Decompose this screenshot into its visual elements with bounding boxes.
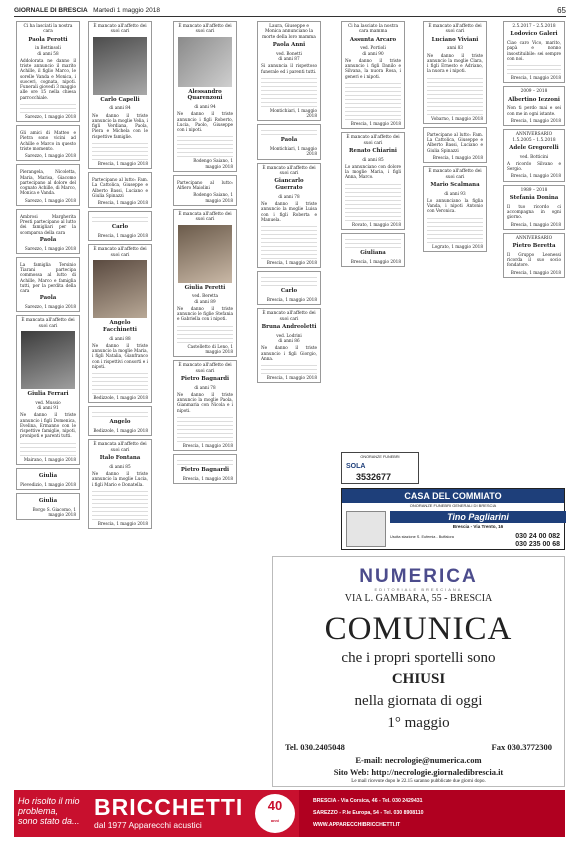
obituary-pietro-bagnardi	[173, 360, 237, 451]
ad-numerica-line-3: nella giornata di oggi	[354, 693, 483, 709]
notice-intro: È mancato all'affetto dei suoi cari	[93, 247, 147, 258]
ad-numerica-line-1: che i propri sportelli sono	[341, 650, 496, 666]
notice-intro: È mancata all'affetto dei suoi cari	[21, 318, 75, 329]
deceased-age: di anni 93	[444, 190, 466, 196]
notice-text: Ne danno il triste annuncio la moglie Paola, Gianmaria con Nicola e i nipoti.	[177, 391, 233, 413]
notice-text: Non ti perdo mai e sei con me in ogni istante.	[507, 105, 561, 116]
anniversary-lodovico-galeri	[503, 21, 565, 83]
notice-date: Rodengo Saiano, 1 maggio 2018	[193, 192, 233, 203]
anniversary-albertino-iezzoni	[503, 86, 565, 126]
notice-intro: È mancato all'affetto dei suoi cari	[262, 165, 316, 176]
deceased-name: Giulia Peretti	[184, 284, 226, 291]
condolence-giuliana	[341, 233, 405, 267]
notice-date: Bedizzole, 1 maggio 2018	[93, 395, 148, 401]
deceased-age: anni 83	[447, 45, 463, 51]
deceased-name: Paola	[280, 137, 298, 144]
notice-text: Pierangela, Nicoletta, Maria, Marisa, Giacomo partecipano al dolore del cognato Achille, di Marco, Monica e Vanda.	[20, 169, 76, 196]
deceased-photo	[93, 37, 147, 95]
condolence-1	[16, 125, 80, 161]
condolence-5	[16, 468, 80, 490]
notice-date: Sarezzo, 1 maggio 2018	[24, 304, 76, 310]
notice-text: Ne danno il triste annuncio i figli Danilo e Silvana, la nuora Rosa, i generi e i nipoti.	[345, 57, 401, 79]
anniversary-badge-icon	[255, 794, 295, 833]
deceased-subname: in Bettinsoli	[35, 45, 61, 51]
notice-text: Ambrosi Margherita Presti partecipano al lutto dei famigliari per la scomparsa della cara	[20, 213, 76, 235]
notice-date: Brescia, 1 maggio 2018	[510, 221, 561, 227]
deceased-photo	[178, 225, 232, 283]
notice-text: Gli amici di Matteo e Pietra sono vicini ad Achille e Marco in questo triste momento.	[20, 130, 76, 151]
notice-intro: Ci ha lasciato la nostra cara mamma	[347, 24, 399, 35]
condolence-3	[16, 209, 80, 254]
deceased-name: Giulia Ferrari	[27, 391, 69, 398]
deceased-age: di anni 85	[362, 156, 384, 162]
notice-intro: 2.5.2017 – 2.5.2018	[512, 24, 556, 29]
deceased-name: Carlo	[111, 224, 129, 231]
notice-date: Sarezzo, 1 maggio 2018	[24, 153, 76, 159]
deceased-name: Giuliana	[360, 249, 386, 256]
ad-commiato-title: CASA DEL COMMIATO	[342, 489, 564, 503]
deceased-age: di anni 88	[109, 335, 131, 341]
obituary-alessandro-quarenzoni	[173, 21, 237, 172]
notice-text: Partecipano al lutto: Alfiero Maiolini	[177, 179, 233, 191]
column-4	[257, 21, 321, 386]
deceased-name: Bruna Andreoletti	[261, 324, 317, 331]
notice-intro: È mancato all'affetto dei suoi cari	[428, 169, 482, 180]
deceased-age: di anni 58	[37, 50, 59, 56]
notice-date: Brescia, 1 maggio 2018	[350, 120, 401, 126]
obituary-carlo-capelli	[88, 21, 152, 169]
badge-label: anni	[270, 818, 280, 823]
notice-intro: Ci ha lasciati la nostra cara	[23, 24, 73, 35]
ad-numerica-brand-sub: EDITORIALE BRESCIANA	[374, 587, 463, 592]
notice-date: Vobarno, 1 maggio 2018	[431, 115, 483, 121]
notice-date: Sarezzo, 1 maggio 2018	[24, 197, 76, 203]
condolence-participants	[88, 172, 152, 208]
condolence-participants-2	[423, 127, 487, 163]
notice-date: Brescia, 1 maggio 2018	[510, 269, 561, 275]
ad-numerica-line-4: 1° maggio	[387, 715, 450, 731]
obituary-renato-chiarini	[341, 132, 405, 230]
obituary-assunta-arcaro	[341, 21, 405, 129]
notice-date: Brescia, 1 maggio 2018	[266, 297, 317, 303]
deceased-name: Carlo	[280, 288, 298, 295]
column-5	[341, 21, 405, 270]
deceased-photo	[93, 260, 147, 318]
notice-date: Rovato, 1 maggio 2018	[351, 221, 401, 227]
notice-date: Brescia, 1 maggio 2018	[350, 258, 401, 264]
obituary-italo-fontana	[88, 439, 152, 529]
column-1	[16, 21, 80, 523]
notice-date: Borgo S. Giacomo, 1 maggio 2018	[32, 506, 76, 517]
condolence-carlo-2	[257, 271, 321, 305]
deceased-age: di anni 87	[278, 56, 300, 62]
notice-text: La famiglia Tersinio Tiarani partecipa commossa al lutto di Achille, Marco e famiglia tutti, per la perdita della cara	[20, 261, 76, 294]
ad-numerica-fax: Fax 030.3772300	[491, 742, 552, 752]
ad-numerica-line-2: CHIUSI	[391, 671, 446, 687]
obituary-angelo-facchinetti	[88, 244, 152, 403]
condolence-alfiero	[173, 175, 237, 206]
notice-text: Ne danno il triste annuncio i figli Giorgio, Anna.	[261, 345, 317, 361]
ad-sola[interactable]	[341, 452, 419, 484]
notice-text: Ciao caro Vico, marito, papà e nonno insostituibile: sei sempre con noi.	[507, 40, 561, 61]
condolence-pietro	[173, 454, 237, 484]
ad-commiato-phone-2: 030 235 00 68	[515, 541, 560, 548]
notice-intro: ANNIVERSARIO	[515, 235, 553, 241]
deceased-name: Giulia	[38, 472, 58, 479]
deceased-subname: ved. Bonetti	[276, 50, 302, 56]
notice-date: Brescia, 1 maggio 2018	[97, 233, 148, 239]
notice-date: Brescia, 1 maggio 2018	[97, 160, 148, 166]
notice-date: Brescia, 1 maggio 2018	[266, 375, 317, 381]
notice-text: Ne danno il triste annuncio la moglie Velia, i figli Verdiana, Paola, Piera e Michela con le rispettive famiglie.	[92, 112, 148, 139]
ad-sola-phone: 3532677	[356, 472, 392, 482]
column-3	[173, 21, 237, 487]
notice-text: Ne danno il triste annuncio la moglie Maria, i figli Natalia, Gianfranco con i rispettivi consorti e i nipoti.	[92, 342, 148, 369]
notice-intro: È mancato all'affetto dei suoi cari	[346, 135, 400, 146]
notice-date: Brescia, 1 maggio 2018	[510, 173, 561, 179]
ad-numerica-address: VIA L. GAMBARA, 55 - BRESCIA	[344, 593, 493, 604]
condolence-angelo	[88, 406, 152, 436]
deceased-name: Angelo Facchinetti	[103, 320, 137, 333]
deceased-age: di anni 89	[194, 298, 216, 304]
deceased-name: Adele Gregorelli	[509, 144, 559, 151]
ad-commiato-name: Tino Pagliarini	[390, 511, 566, 523]
deceased-age: di anni 91	[37, 405, 59, 411]
column-6	[423, 21, 487, 255]
deceased-name: Lodovico Galeri	[510, 31, 558, 38]
notice-date: Brescia, 1 maggio 2018	[510, 75, 561, 81]
deceased-name: Italo Fontana	[99, 455, 141, 462]
deceased-name: Paola Perotti	[28, 36, 68, 43]
deceased-subname: ved. Mussio	[35, 399, 61, 405]
building-icon	[346, 511, 386, 547]
deceased-age: di anni 78	[194, 384, 216, 390]
notice-date: Brescia, 1 maggio 2018	[510, 117, 561, 123]
condolence-6	[16, 493, 80, 520]
deceased-name: Carlo Capelli	[100, 96, 140, 103]
anniversary-stefania-donina	[503, 185, 565, 230]
notice-date: Sarezzo, 1 maggio 2018	[24, 245, 76, 251]
notice-date: Brescia, 1 maggio 2018	[182, 475, 233, 481]
deceased-name: Alessandro Quarenzoni	[187, 88, 223, 102]
deceased-name: Angelo	[109, 419, 131, 426]
obituary-mario-scalmana	[423, 166, 487, 252]
header-date: Martedì 1 maggio 2018	[93, 7, 160, 14]
deceased-photo	[178, 37, 232, 87]
notice-text: Ne danno il triste annuncio i figli Roberto, Lucia, Paolo, Giuseppe con i nipoti.	[177, 111, 233, 133]
ad-bricchetti-quote: Ho risolto il mio problema, sono stato da...	[18, 796, 80, 826]
notice-date: Sarezzo, 1 maggio 2018	[24, 113, 76, 119]
notice-intro: 1989 – 2018	[520, 187, 548, 193]
notice-date: Lograto, 1 maggio 2018	[431, 243, 483, 249]
notice-date: Mairano, 1 maggio 2018	[23, 456, 76, 462]
ad-numerica-email[interactable]: E-mail: necrologie@numerica.com	[355, 755, 482, 765]
notice-text: Ne danno il triste annuncio la moglie Luisa con i figli Roberta e Manuela.	[261, 201, 317, 222]
ad-sola-brand: SOLA	[346, 463, 366, 470]
ad-bricchetti-address-2: SAREZZO - P.le Europa, 54 - Tel. 030 8908110	[313, 810, 424, 816]
deceased-name: Pietro Bagnardi	[180, 467, 230, 474]
deceased-age: di anni 94	[194, 104, 216, 110]
deceased-age: di anni 90	[362, 50, 384, 56]
obituary-paola-anni	[257, 21, 321, 121]
notice-text: Ne danno il triste annuncio la moglie Clara, i figli Ernesto e Adriano, la nuora e i nipoti.	[427, 52, 483, 74]
notice-text: Il Gruppo Leonessi ricorda il suo socio fondatore.	[507, 251, 561, 268]
notice-date: Pievedizio, 1 maggio 2018	[20, 481, 76, 487]
deceased-name: Giancarlo Guerrato	[274, 178, 304, 192]
condolence-carlo	[88, 211, 152, 241]
ad-bricchetti-website[interactable]: WWW.APPARECCHIBRICCHETTI.IT	[313, 822, 401, 828]
ad-bricchetti-sub: dal 1977 Apparecchi acustici	[94, 820, 202, 830]
obituary-giancarlo-guerrato	[257, 163, 321, 269]
notice-intro: È mancata all'affetto dei suoi cari	[178, 211, 232, 223]
deceased-name: Renato Chiarini	[349, 147, 397, 154]
notice-intro: È mancato all'affetto dei suoi cari	[178, 24, 232, 35]
notice-text: Ne danno il triste annuncio la moglie Lucia, i figli Mario e Donatella.	[92, 471, 148, 487]
condolence-2	[16, 164, 80, 206]
ad-bricchetti-brand: BRICCHETTI	[94, 794, 244, 820]
deceased-name: Luciano Viviani	[431, 36, 479, 43]
notice-date: Rodengo Saiano, 1 maggio 2018	[193, 158, 233, 169]
ad-commiato-sub: ONORANZE FUNEBRI GENERALI DI BRESCIA	[409, 503, 497, 508]
paper-title: GIORNALE DI BRESCIA	[14, 7, 88, 14]
notice-text: Addolorata ne danno il triste annuncio il marito Achille, il figlio Marco, le sorelle Vanda e Monica, i suoceri, cognata, nipoti. Funerali giovedì 3 maggio alle ore 15 nella chiesa parrocchiale.	[20, 57, 76, 100]
obituary-luciano-viviani	[423, 21, 487, 124]
deceased-age: di anni 86	[278, 338, 300, 344]
page-header	[14, 5, 566, 17]
deceased-name: Paola Anni	[272, 42, 306, 49]
ad-casa-del-commiato[interactable]	[341, 488, 565, 550]
notice-text: Lo annunciano con dolore la moglie Maria, i figli Anna, Marco.	[345, 163, 401, 180]
notice-text: Lo annunciano la figlia Vanda, i nipoti Antonio con Veronica.	[427, 197, 483, 214]
anniversary-pietro-beretta	[503, 233, 565, 278]
deceased-age: di anni 84	[109, 105, 131, 111]
obituary-bruna-andreoletti	[257, 308, 321, 383]
ad-commiato-phone-1: 030 24 00 082	[515, 533, 560, 540]
condolence-paola	[257, 124, 321, 159]
ad-numerica[interactable]	[272, 556, 565, 787]
deceased-name: Pietro Beretta	[512, 243, 556, 250]
notice-text: Partecipano al lutto: Fam. La Cattolica, Giuseppe e Alberto Bassi, Luciano e Giulia Spinazzi	[92, 177, 148, 198]
notice-text: A ricordo Silvano e Sergio.	[507, 160, 561, 172]
notice-date: Brescia, 1 maggio 2018	[97, 200, 148, 206]
deceased-name: Giulia	[38, 497, 58, 504]
header-left	[14, 7, 160, 15]
deceased-subname: ved. Lodrini	[276, 332, 302, 338]
notice-text: Il tuo ricordo ci accompagna in ogni giorno.	[507, 203, 561, 220]
page-number: 65	[557, 6, 566, 15]
deceased-subname: ved. Beretta	[191, 293, 219, 299]
column-7	[503, 21, 565, 281]
column-2	[88, 21, 152, 532]
deceased-name: Albertino Iezzoni	[508, 96, 560, 103]
ad-numerica-headline: COMUNICA	[324, 611, 513, 647]
deceased-age: di anni 78	[278, 193, 300, 199]
obituary-giulia-ferrari	[16, 315, 80, 464]
notice-intro: 2009 – 2018	[520, 89, 548, 95]
deceased-subname: ved. Portioli	[360, 45, 386, 51]
deceased-age: di anni 85	[109, 463, 131, 469]
notice-intro: È mancato all'affetto dei suoi cari	[93, 24, 147, 35]
ad-numerica-tel: Tel. 030.2405048	[285, 742, 345, 752]
deceased-name: Stefania Donina	[509, 195, 559, 202]
notice-intro: Laura, Giuseppe e Monica annunciano la morte della loro mamma	[262, 24, 316, 40]
notice-date: Brescia, 1 maggio 2018	[182, 442, 233, 448]
obituary-giulia-peretti	[173, 209, 237, 357]
notice-text: Ne danno il triste annuncio le figlie Stefania e Gabriella con i nipoti.	[177, 305, 233, 322]
notice-intro: ANNIVERSARIO 1.5.2005 – 1.5.2018	[512, 132, 556, 143]
condolence-4	[16, 257, 80, 313]
notice-text: Partecipano al lutto: Fam. La Cattolica, Giuseppe e Alberto Bassi, Luciano e Giulia Spinazzi	[427, 131, 483, 153]
notice-text: Si annuncia il rispettoso funerale ed i parenti tutti.	[261, 63, 317, 74]
notice-intro: È mancato all'affetto dei suoi cari	[178, 363, 232, 374]
notice-intro: È mancato all'affetto dei suoi cari	[262, 311, 316, 322]
deceased-name: Pietro Bagnardi	[180, 375, 230, 382]
anniversary-adele-gregorelli	[503, 129, 565, 181]
notice-intro: È mancata all'affetto dei suoi cari	[93, 442, 147, 453]
notice-intro: È mancato all'affetto dei suoi cari	[428, 24, 482, 35]
ad-numerica-brand: NUMERICA	[359, 566, 478, 587]
obituary-paola-perotti	[16, 21, 80, 122]
deceased-name: Paola	[39, 295, 57, 302]
deceased-name: Paola	[39, 236, 57, 243]
notice-date: Brescia, 1 maggio 2018	[266, 260, 317, 266]
deceased-name: Assunta Arcaro	[349, 36, 397, 43]
ad-commiato-location: Uscita stazione S. Eufemia - Buffalora	[390, 535, 454, 539]
deceased-name: Mario Scalmana	[430, 181, 480, 188]
ad-bricchetti[interactable]	[14, 790, 299, 837]
notice-date: Montichiari, 1 maggio 2018	[269, 146, 317, 157]
notice-date: Montichiari, 1 maggio 2018	[269, 107, 317, 119]
notice-date: Brescia, 1 maggio 2018	[97, 520, 148, 526]
notice-date: Bedizzole, 1 maggio 2018	[93, 428, 148, 434]
ad-bricchetti-address-1: BRESCIA - Via Corsica, 46 - Tel. 030 2429431	[313, 798, 423, 804]
ad-numerica-note: Le mail ricevute dopo le 22.15 saranno pubblicate due giorni dopo.	[351, 779, 486, 784]
ad-commiato-address: Brescia - Via Trento, 16	[452, 524, 504, 529]
notice-date: Brescia, 1 maggio 2018	[432, 154, 483, 160]
notice-text: Ne danno il triste annuncio i figli Domenica, Evelina, Ermanno con le rispettive famiglie, nipoti, pronipoti e parenti tutti.	[20, 412, 76, 439]
badge-number: 40	[267, 798, 283, 813]
notice-date: Castelletto di Leno, 1 maggio 2018	[187, 343, 233, 354]
ad-bricchetti-addresses[interactable]	[299, 790, 565, 837]
deceased-photo	[21, 331, 75, 389]
deceased-subname: ved. Botticini	[519, 153, 549, 159]
ad-sola-line: ONORANZE FUNEBRI	[360, 455, 400, 459]
ad-commiato-phones	[490, 533, 560, 549]
ad-numerica-website[interactable]: Sito Web: http://necrologie.giornaledibrescia.it	[333, 767, 504, 777]
